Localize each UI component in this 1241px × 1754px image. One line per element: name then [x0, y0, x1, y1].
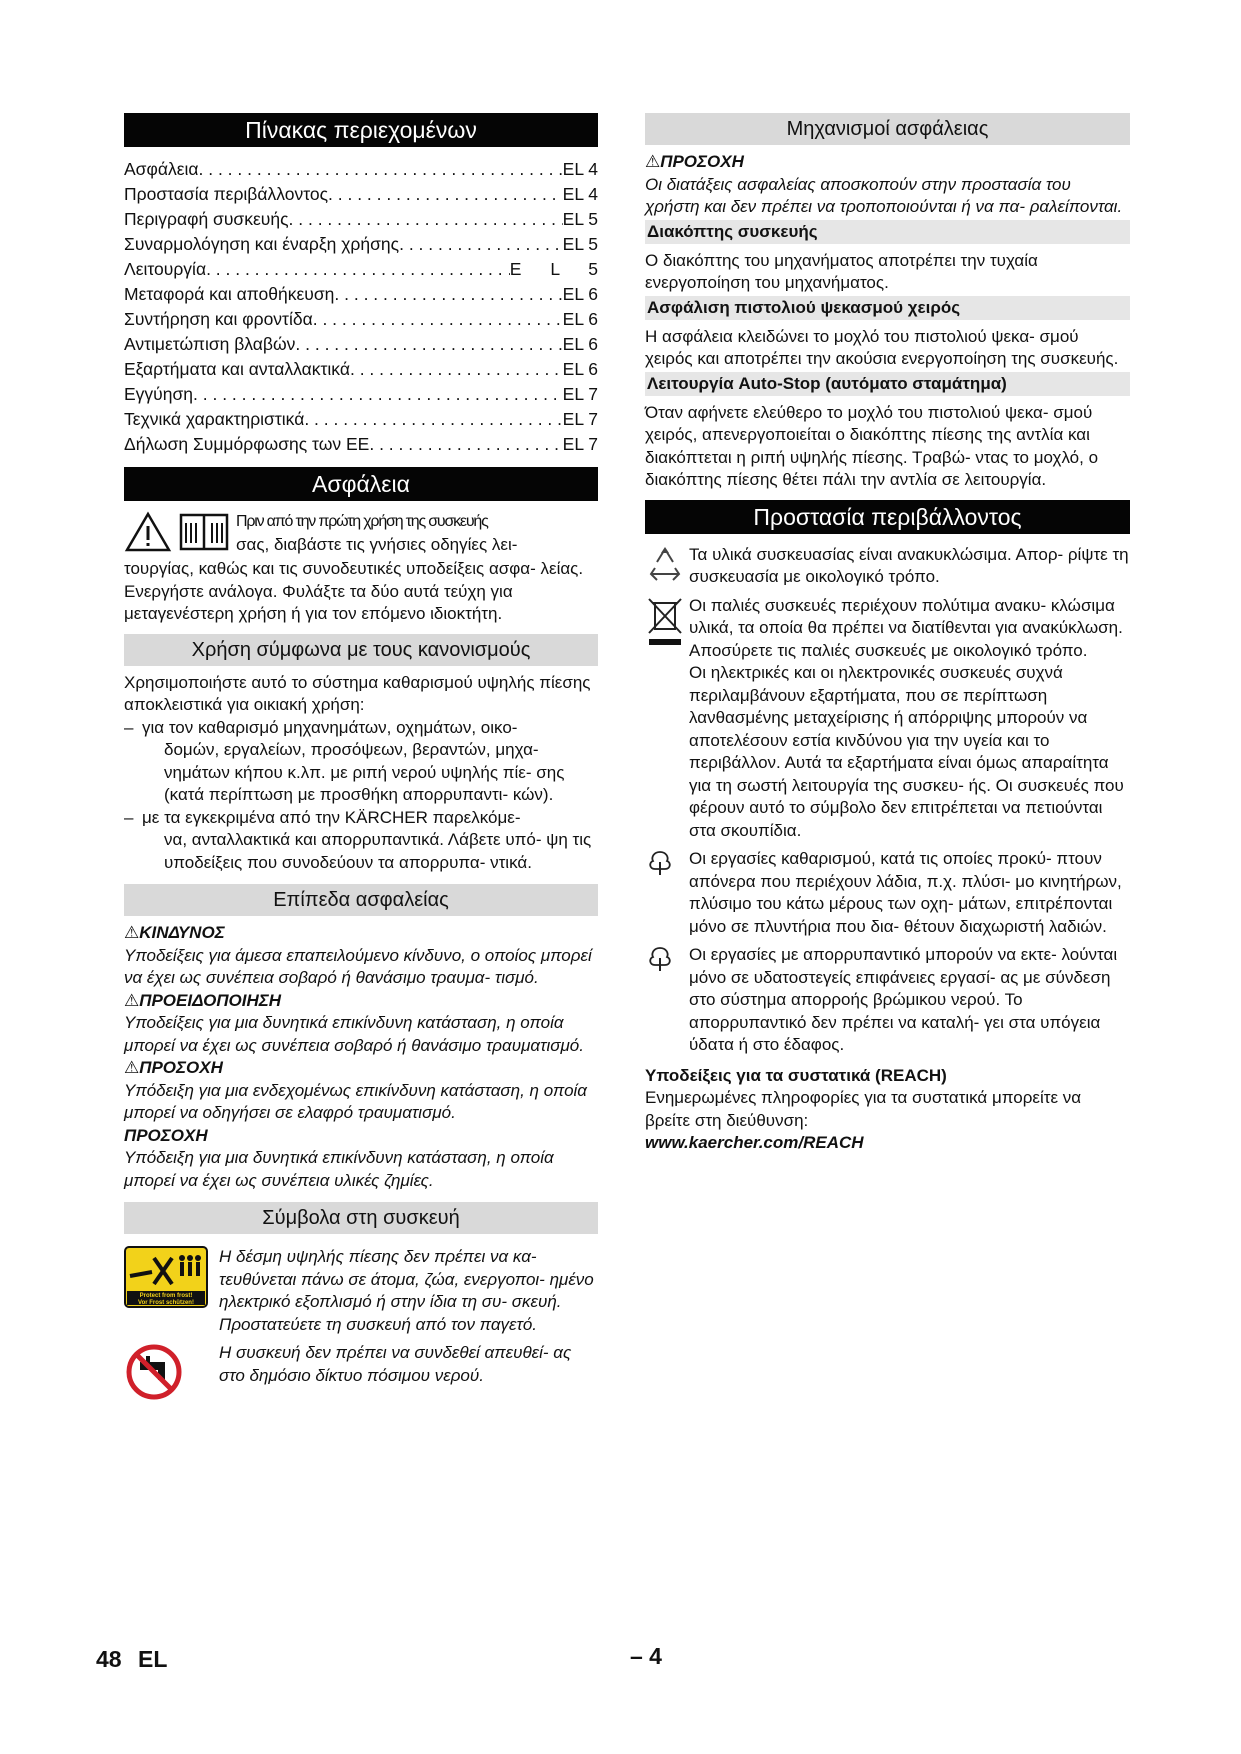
device-symbols-heading: Σύμβολα στη συσκευή [124, 1202, 598, 1234]
safety-intro [124, 511, 598, 626]
devices-caution-text: Οι διατάξεις ασφαλείας αποσκοπούν στην προστασία του χρήστη και δεν πρέπει να τροποποιούνται ή να πα- ραλείπονται. [645, 174, 1123, 216]
safety-intro-first: Πριν από την πρώτη χρήση της συσκευής [236, 513, 488, 530]
water-text: Η συσκευή δεν πρέπει να συνδεθεί απευθεί- ας στο δημόσιο δίκτυο πόσιμου νερού. [219, 1343, 572, 1385]
toc-row[interactable]: Συντήρηση και φροντίδα . . . EL 6 [124, 307, 598, 332]
toc-row[interactable]: Εγγύηση . . . EL 7 [124, 382, 598, 407]
left-column [124, 113, 610, 1407]
toc-row[interactable]: Ασφάλεια . . . EL 4 [124, 157, 598, 182]
env-row-weee [645, 595, 1130, 843]
frost-text: Προστατεύετε τη συσκευή από τον παγετό. [219, 1314, 538, 1334]
recycle-icon [645, 544, 689, 589]
environment-heading: Προστασία περιβάλλοντος [645, 500, 1130, 534]
safety-levels-heading: Επίπεδα ασφαλείας [124, 884, 598, 916]
toc-list [124, 157, 610, 457]
warning-triangle-icon [124, 511, 178, 558]
page-footer-center: – 4 [630, 1643, 662, 1669]
toc-row[interactable]: Δήλωση Συμμόρφωσης των ΕΕ . . . EL 7 [124, 432, 598, 457]
caution-label: ⚠ΠΡΟΣΟΧΗ [124, 1058, 223, 1077]
toc-row[interactable]: Μεταφορά και αποθήκευση . . . EL 6 [124, 282, 598, 307]
toc-title: Πίνακας περιεχομένων [124, 113, 598, 147]
frost-label-2: Vor Frost schützen! [138, 1300, 194, 1306]
reach-text: Ενημερωμένες πληροφορίες για τα συστατικά μπορείτε να βρείτε στη διεύθυνση: [645, 1088, 1082, 1130]
toc-row[interactable]: Περιγραφή συσκευής . . . EL 5 [124, 207, 598, 232]
symbol-row-water [124, 1342, 598, 1407]
safety-intro-line2: σας, διαβάστε τις γνήσιες οδηγίες λει- [236, 534, 518, 554]
toc-row[interactable]: Τεχνικά χαρακτηριστικά . . . EL 7 [124, 407, 598, 432]
page-footer-left [96, 1646, 167, 1673]
caution-text: Υπόδειξη για μια ενδεχομένως επικίνδυνη κατάσταση, η οποία μπορεί να οδηγήσει σε ελαφρό τραυματισμό. [124, 1080, 588, 1122]
switch-text: Ο διακόπτης του μηχανήματος αποτρέπει την τυχαία ενεργοποίηση του μηχανήματος. [645, 250, 1038, 292]
detergent-text: Οι εργασίες με απορρυπαντικό μπορούν να εκτε- λούνται μόνο σε υδατοστεγείς επιφάνειες εργασί- ας με σύνδεση στο σύστημα απορροής βρώμικου νερού. Το απορρυπαντικό δεν πρέπει να καταλή- γει στα υπόγεια ύδατα ή στο έδαφος. [689, 945, 1118, 1054]
crossed-bin-icon [645, 595, 689, 843]
switch-heading: Διακόπτης συσκευής [645, 220, 1130, 244]
language-code: EL [137, 1646, 168, 1672]
safety-devices-heading: Μηχανισμοί ασφάλειας [645, 113, 1130, 145]
warning-label: ⚠ΠΡΟΕΙΔΟΠΟΙΗΣΗ [124, 990, 282, 1010]
list-item-cont: να, ανταλλακτικά και απορρυπαντικά. Λάβετε υπό- ψη τις υποδείξεις που συνοδεύουν τα απορρυπα- ντικά. [164, 830, 592, 872]
gun-lock-text: Η ασφάλεια κλειδώνει το μοχλό του πιστολιού ψεκα- σμού χειρός και αποτρέπει την ακούσια ενεργοποίηση της συσκευής. [645, 326, 1119, 368]
toc-row[interactable]: Προστασία περιβάλλοντος . . . EL 4 [124, 182, 598, 207]
toc-row[interactable]: Λειτουργία . . . E L 5 [124, 257, 598, 282]
frost-label-1: Protect from frost! [139, 1293, 193, 1299]
environment-tree-icon [645, 944, 689, 1057]
list-item-cont: δομών, εργαλείων, προσόψεων, βεραντών, μηχα- νημάτων κήπου κ.λπ. με ριπή νερού υψηλής πίε- σης (κατά περίπτωση με προσθήκη απορρυπαντι- κών). [164, 740, 565, 804]
no-drinking-water-connection-icon [124, 1342, 219, 1407]
auto-stop-text: Όταν αφήνετε ελεύθερο το μοχλό του πιστολιού ψεκα- σμού χειρός, απενεργοποιείται ο διακόπτης πίεσης της αντλία και διακόπτεται η ριπή υψηλής πίεσης. Τραβώ- ντας το μοχλό, ο διακόπτης πίεσης θέτει πάλι την αντλία σε λειτουργία. [645, 402, 1099, 489]
danger-label: ⚠ΚΙΝΔΥΝΟΣ [124, 923, 225, 942]
env-row-recycle [645, 544, 1130, 589]
safety-heading: Ασφάλεια [124, 467, 598, 501]
weee-text-1: Οι παλιές συσκευές περιέχουν πολύτιμα ανακυ- κλώσιμα υλικά, τα οποία θα πρέπει να διατίθενται για ανακύκλωση. Αποσύρετε τις παλιές συσκευές με οικολογικό τρόπο. [689, 595, 1123, 660]
symbol-row-jet [124, 1246, 598, 1336]
manual-book-icon [178, 511, 236, 558]
jet-frost-sign-icon [124, 1246, 219, 1336]
reach-heading: Υποδείξεις για τα συστατικά (REACH) [645, 1065, 947, 1085]
notice-text: Υπόδειξη για μια δυνητικά επικίνδυνη κατάσταση, η οποία μπορεί να έχει ως συνέπεια υλικές ζημίες. [124, 1148, 554, 1190]
danger-text: Υποδείξεις για άμεσα επαπειλούμενο κίνδυνο, ο οποίος μπορεί να έχει ως συνέπεια σοβαρό ή θανάσιμο τραυμα- τισμό. [124, 945, 592, 987]
page-number: 48 [96, 1646, 122, 1672]
jet-text: Η δέσμη υψηλής πίεσης δεν πρέπει να κα- τευθύνεται πάνω σε άτομα, ζώα, ενεργοποι- ημένο ηλεκτρικό εξοπλισμό ή στην ίδια τη συ- σκευή. [219, 1247, 594, 1311]
toc-row[interactable]: Εξαρτήματα και ανταλλακτικά . . . EL 6 [124, 357, 598, 382]
gun-lock-heading: Ασφάλιση πιστολιού ψεκασμού χειρός [645, 296, 1130, 320]
reach-link[interactable]: www.kaercher.com/REACH [645, 1133, 864, 1152]
intended-use-heading: Χρήση σύμφωνα με τους κανονισμούς [124, 634, 598, 666]
oil-text: Οι εργασίες καθαρισμού, κατά τις οποίες προκύ- πτουν απόνερα που περιέχουν λάδια, π.χ. πλύσι- μο κινητήρων, πλύσιμο του κάτω μέρους των οχη- μάτων, επιτρέπονται μόνο σε πλυντήρια που δια- θέτουν διαχωριστή λαδιών. [689, 849, 1122, 936]
safety-intro-rest: τουργίας, καθώς και τις συνοδευτικές υποδείξεις ασφα- λείας. Ενεργήστε ανάλογα. Φυλάξτε τα δύο αυτά τεύχη για μεταγενέστερη χρήση ή για τον επόμενο ιδιοκτήτη. [124, 559, 584, 623]
right-column [645, 113, 1130, 1155]
warning-text: Υποδείξεις για μια δυνητικά επικίνδυνη κατάσταση, η οποία μπορεί να έχει ως συνέπεια σοβαρό ή θανάσιμο τραυματισμό. [124, 1013, 584, 1055]
weee-text-2: Οι ηλεκτρικές και οι ηλεκτρονικές συσκευές συχνά περιλαμβάνουν εξαρτήματα, που σε περίπτωση λανθασμένης μεταχείρισης ή απόρριψης μπορούν να αποτελέσουν εστία κινδύνου για την υγεία και το περιβάλλον. Αυτά τα εξαρτήματα είναι όμως απαραίτητα για τη σωστή λειτουργία της συσκευ- ής. Οι συσκευές που φέρουν αυτό το σύμβολο δεν επιτρέπεται να πετιούνται στα σκουπίδια. [689, 663, 1124, 840]
intended-use-intro: Χρησιμοποιήστε αυτό το σύστημα καθαρισμού υψηλής πίεσης αποκλειστικά για οικιακή χρήση: [124, 672, 591, 714]
devices-caution-label: ⚠ΠΡΟΣΟΧΗ [645, 152, 744, 171]
notice-label: ΠΡΟΣΟΧΗ [124, 1125, 208, 1145]
list-item: – με τα εγκεκριμένα από την KÄRCHER παρελκόμε- [124, 807, 521, 827]
toc-row[interactable]: Αντιμετώπιση βλαβών . . . EL 6 [124, 332, 598, 357]
toc-row[interactable]: Συναρμολόγηση και έναρξη χρήσης . . . EL 5 [124, 232, 598, 257]
auto-stop-heading: Λειτουργία Auto-Stop (αυτόματο σταμάτημα) [645, 372, 1130, 396]
env-row-detergent [645, 944, 1130, 1057]
recycle-text: Τα υλικά συσκευασίας είναι ανακυκλώσιμα. Απορ- ρίψτε τη συσκευασία με οικολογικό τρόπο. [689, 544, 1129, 586]
environment-tree-icon [645, 848, 689, 938]
list-item: – για τον καθαρισμό μηχανημάτων, οχημάτων, οικο- [124, 717, 518, 737]
env-row-oil [645, 848, 1130, 938]
